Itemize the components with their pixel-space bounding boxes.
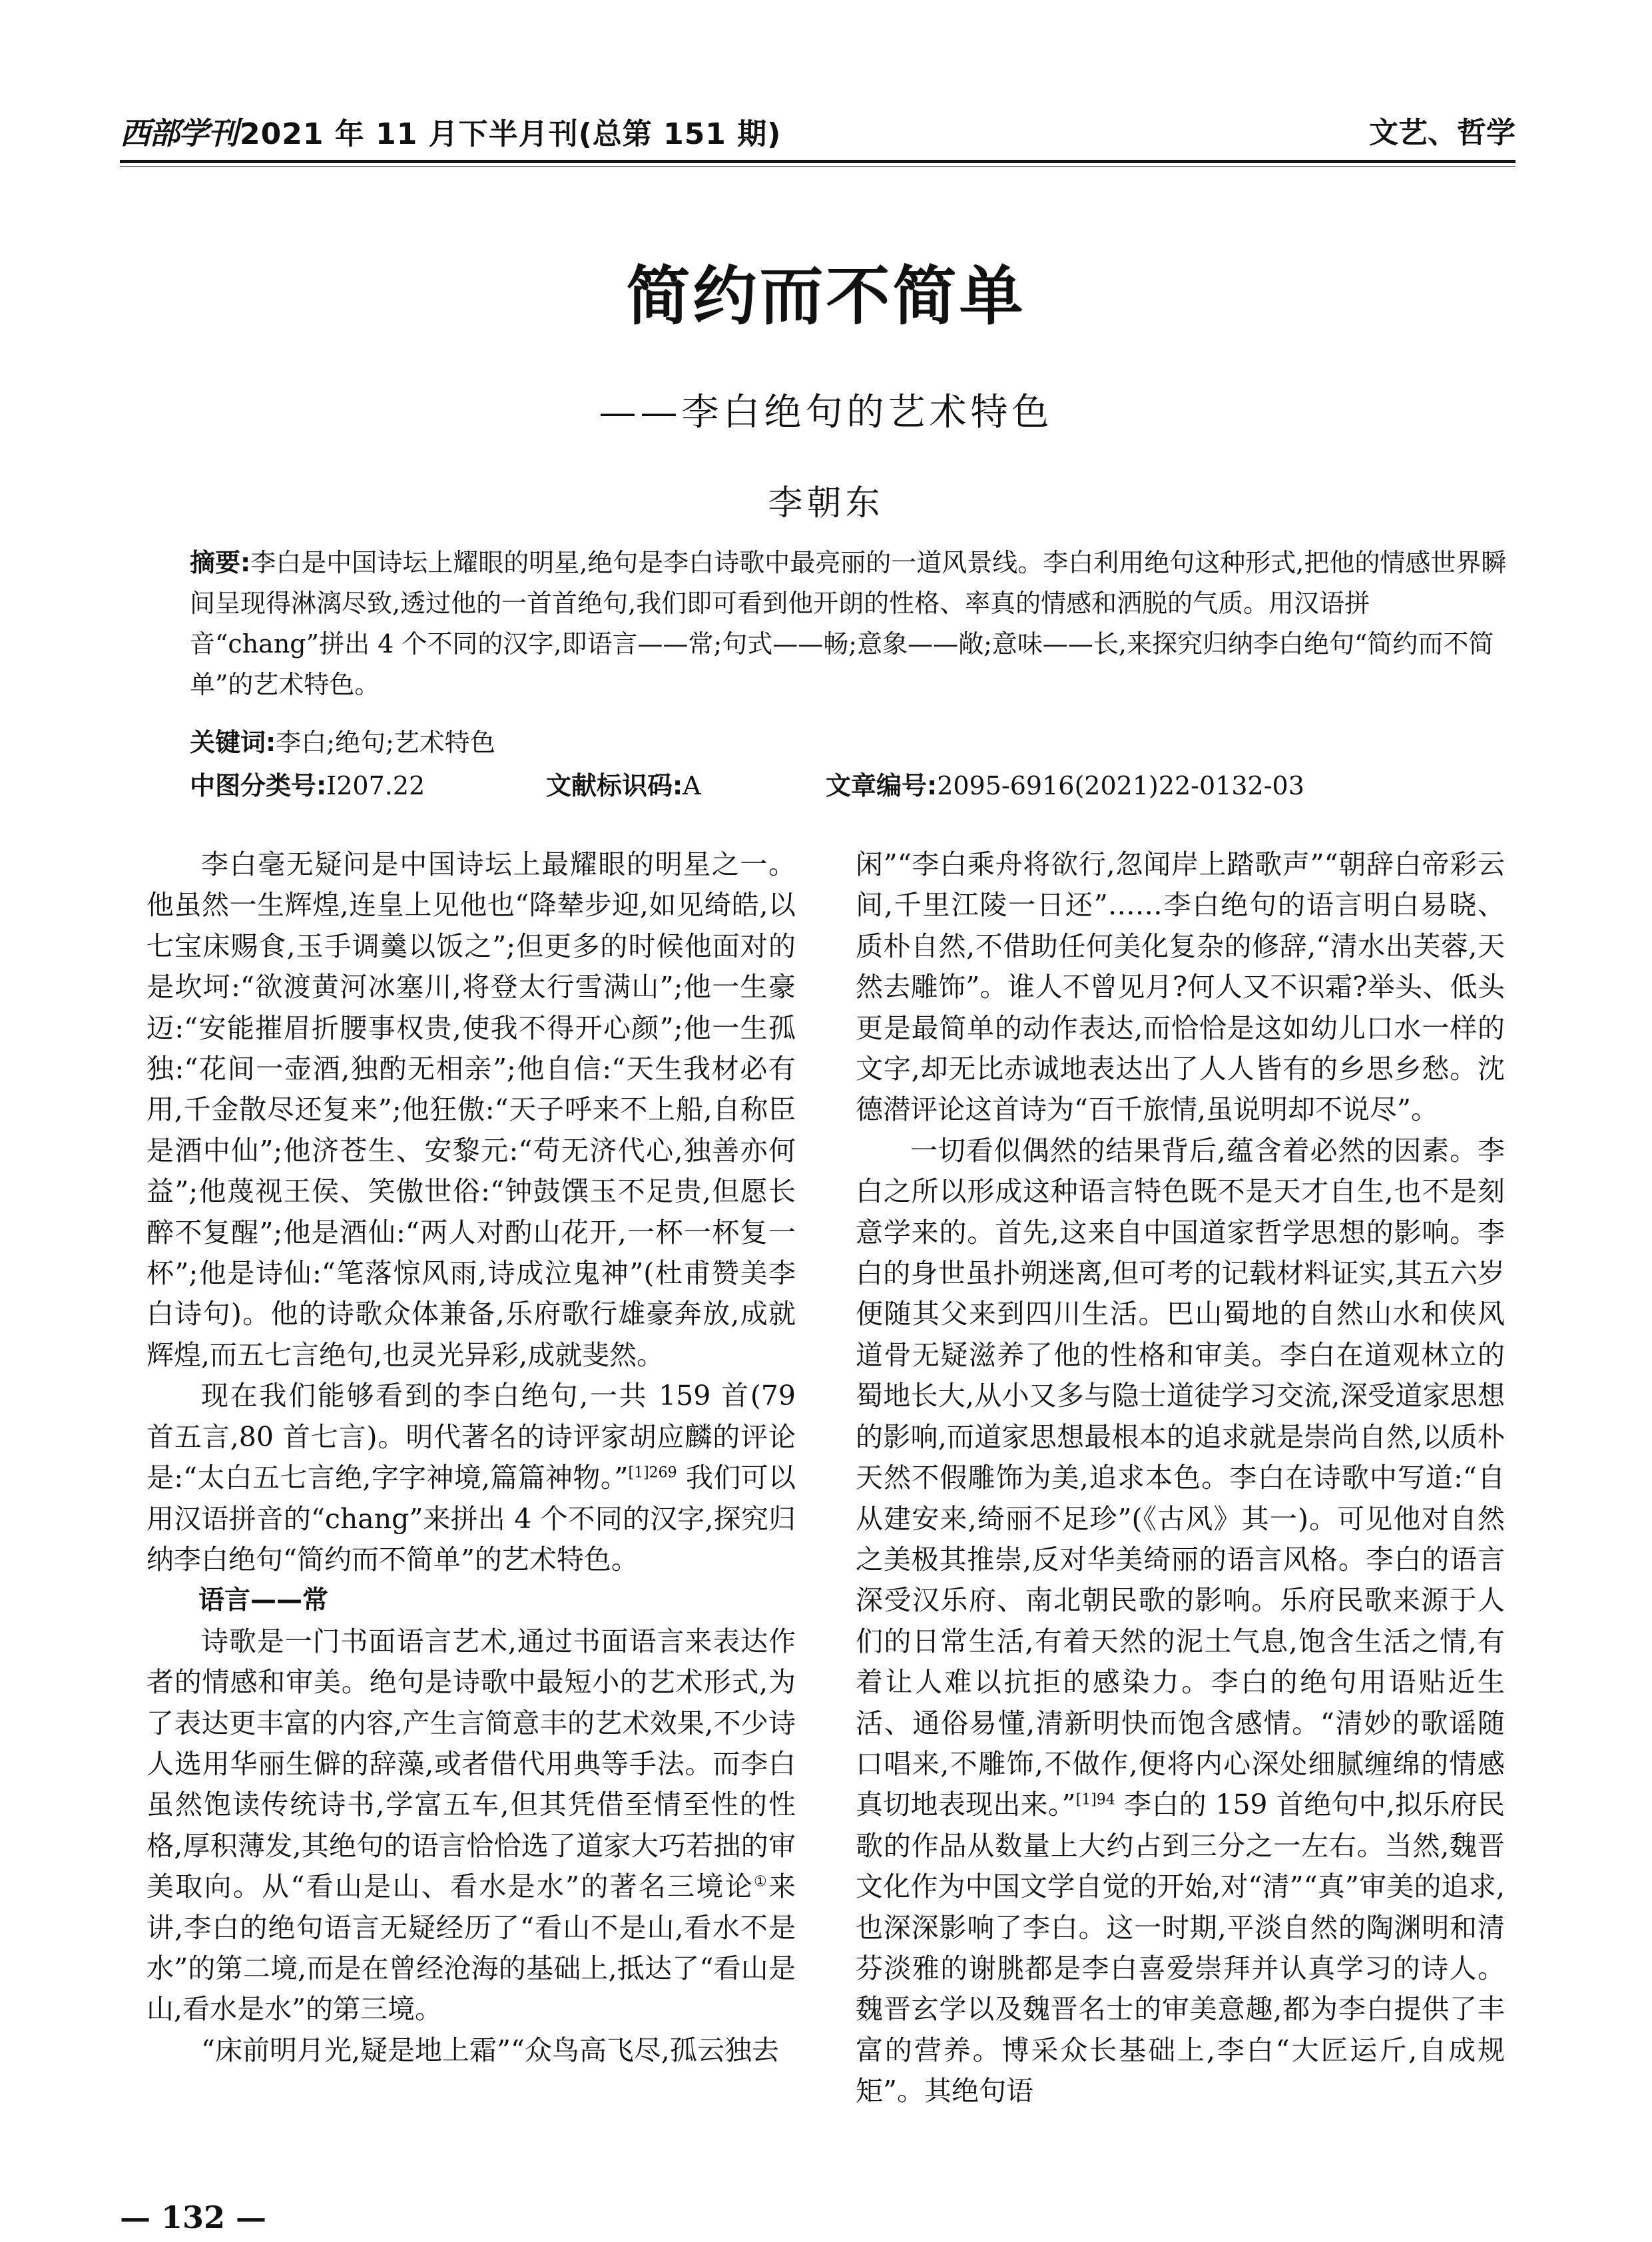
paragraph-text: 李白的 159 首绝句中,拟乐府民歌的作品从数量上大约占到三分之一左右。当然,魏晋文化作为中国文学自觉的开始,对“清”“真”审美的追求,也深深影响了李白。这一时期,平淡自然的陶渊明和清芬淡雅的谢朓都是李白喜爱崇拜并认真学习的诗人。魏晋玄学以及魏晋名士的审美意趣,都为李白提供了丰富的营养。博采众长基础上,李白“大匠运斤,自成规矩”。其绝句语 bbox=[856, 1789, 1505, 2107]
body-column-left bbox=[146, 844, 796, 2071]
paragraph-text: 我们可以用汉语拼音的“chang”来拼出 4 个不同的汉字,探究归纳李白绝句“简约而不简单”的艺术特色。 bbox=[146, 1462, 796, 1575]
abstract-text: 李白是中国诗坛上耀眼的明星,绝句是李白诗歌中最亮丽的一道风景线。李白利用绝句这种形式,把他的情感世界瞬间呈现得淋漓尽致,透过他的一首首绝句,我们即可看到他开朗的性格、率真的情感和洒脱的气质。用汉语拼音“chang”拼出 4 个不同的汉字,即语言——常;句式——畅;意象——敞;意味——长,来探究归纳李白绝句“简约而不简单”的艺术特色。 bbox=[190, 548, 1507, 699]
paragraph-continued: 闲”“李白乘舟将欲行,忽闻岸上踏歌声”“朝辞白帝彩云间,千里江陵一日还”……李白绝句的语言明白易晓、质朴自然,不借助任何美化复杂的修辞,“清水出芙蓉,天然去雕饰”。谁人不曾见月?何人又不识霜?举头、低头更是最简单的动作表达,而恰恰是这如幼儿口水一样的文字,却无比赤诚地表达出了人人皆有的乡思乡愁。沈德潜评论这首诗为“百千旅情,虽说明却不说尽”。 bbox=[856, 848, 1505, 1126]
art-label: 文章编号: bbox=[826, 771, 938, 800]
art-value: 2095-6916(2021)22-0132-03 bbox=[937, 771, 1304, 800]
journal-issue bbox=[120, 110, 781, 158]
issue-info: 2021 年 11 月下半月刊(总第 151 期) bbox=[240, 117, 782, 151]
paragraph bbox=[146, 1376, 796, 1580]
doc-code bbox=[546, 766, 701, 806]
paragraph-text: 一切看似偶然的结果背后,蕴含着必然的因素。李白之所以形成这种语言特色既不是天才自生,也不是刻意学来的。首先,这来自中国道家哲学思想的影响。李白的身世虽扑朔迷离,但可考的记载材料证实,其五六岁便随其父来到四川生活。巴山蜀地的自然山水和侠风道骨无疑滋养了他的性格和审美。李白在道观林立的蜀地长大,从小又多与隐士道徒学习交流,深受道家思想的影响,而道家思想最根本的追求就是崇尚自然,以质朴天然不假雕饰为美,追求本色。李白在诗歌中写道:“自从建安来,绮丽不足珍”(《古风》其一)。可见他对自然之美极其推崇,反对华美绮丽的语言风格。李白的语言深受汉乐府、南北朝民歌的影响。乐府民歌来源于人们的日常生活,有着天然的泥土气息,饱含生活之情,有着让人难以抗拒的感染力。李白的绝句用语贴近生活、通俗易懂,清新明快而饱含感情。“清妙的歌谣随口唱来,不雕饰,不做作,便将内心深处细腻缠绵的情感真切地表现出来。” bbox=[856, 1134, 1505, 1821]
doc-label: 文献标识码: bbox=[546, 771, 683, 800]
keywords-label: 关键词: bbox=[190, 728, 276, 757]
citation: [1]269 bbox=[628, 1464, 677, 1482]
keywords bbox=[190, 722, 1512, 763]
header-rule bbox=[120, 160, 1515, 163]
page-number: — 132 — bbox=[120, 2199, 267, 2235]
journal-logo: 西部学刊 bbox=[120, 115, 237, 151]
paragraph-text: 现在我们能够看到的李白绝句,一共 159 首(79 首五言,80 首七言)。明代著名的诗评家胡应麟的评论是:“太白五七言绝,字字神境,篇篇神物。” bbox=[146, 1380, 796, 1494]
keywords-text: 李白;绝句;艺术特色 bbox=[276, 728, 495, 757]
abstract-label: 摘要: bbox=[190, 548, 251, 577]
clc-code bbox=[190, 766, 425, 806]
article-subtitle: ——李白绝句的艺术特色 bbox=[599, 391, 1053, 434]
body-column-right bbox=[856, 844, 1505, 2112]
abstract bbox=[190, 543, 1512, 705]
author-name: 李朝东 bbox=[768, 483, 884, 523]
header-rule-thin bbox=[120, 166, 1515, 167]
article-number bbox=[826, 766, 1304, 806]
clc-value: I207.22 bbox=[326, 771, 425, 800]
section-name: 文艺、哲学 bbox=[1369, 116, 1515, 150]
citation: [1]94 bbox=[1075, 1791, 1115, 1809]
article-title: 简约而不简单 bbox=[626, 259, 1026, 334]
running-header bbox=[120, 110, 1515, 156]
doc-value: A bbox=[683, 771, 701, 800]
paragraph: 李白毫无疑问是中国诗坛上最耀眼的明星之一。他虽然一生辉煌,连皇上见他也“降辇步迎,如见绮皓,以七宝床赐食,玉手调羹以饭之”;但更多的时候他面对的是坎坷:“欲渡黄河冰塞川,将登太行雪满山”;他一生豪迈:“安能摧眉折腰事权贵,使我不得开心颜”;他一生孤独:“花间一壶酒,独酌无相亲”;他自信:“天生我材必有用,千金散尽还复来”;他狂傲:“天子呼来不上船,自称臣是酒中仙”;他济苍生、安黎元:“苟无济代心,独善亦何益”;他蔑视王侯、笑傲世俗:“钟鼓馔玉不足贵,但愿长醉不复醒”;他是酒仙:“两人对酌山花开,一杯一杯复一杯”;他是诗仙:“笔落惊风雨,诗成泣鬼神”(杜甫赞美李白诗句)。他的诗歌众体兼备,乐府歌行雄豪奔放,成就辉煌,而五七言绝句,也灵光异彩,成就斐然。 bbox=[146, 848, 796, 1371]
paragraph bbox=[146, 1621, 796, 2030]
footnote-marker: ① bbox=[754, 1873, 768, 1890]
paragraph-text: 诗歌是一门书面语言艺术,通过书面语言来表达作者的情感和审美。绝句是诗歌中最短小的艺术形式,为了表达更丰富的内容,产生言简意丰的艺术效果,不少诗人选用华丽生僻的辞藻,或者借代用典等手法。而李白虽然饱读传统诗书,学富五车,但其凭借至情至性的性格,厚积薄发,其绝句的语言恰恰选了道家大巧若拙的审美取向。从“看山是山、看水是水”的著名三境论 bbox=[146, 1625, 796, 1903]
paragraph bbox=[856, 1131, 1505, 2112]
section-heading: 语言——常 bbox=[198, 1585, 329, 1616]
paragraph: “床前明月光,疑是地上霜”“众鸟高飞尽,孤云独去 bbox=[201, 2034, 779, 2066]
clc-label: 中图分类号: bbox=[190, 771, 327, 800]
paragraph-text: 来讲,李白的绝句语言无疑经历了“看山不是山,看水不是水”的第二境,而是在曾经沧海的基础上,抵达了“看山是山,看水是水”的第三境。 bbox=[146, 1870, 796, 2026]
